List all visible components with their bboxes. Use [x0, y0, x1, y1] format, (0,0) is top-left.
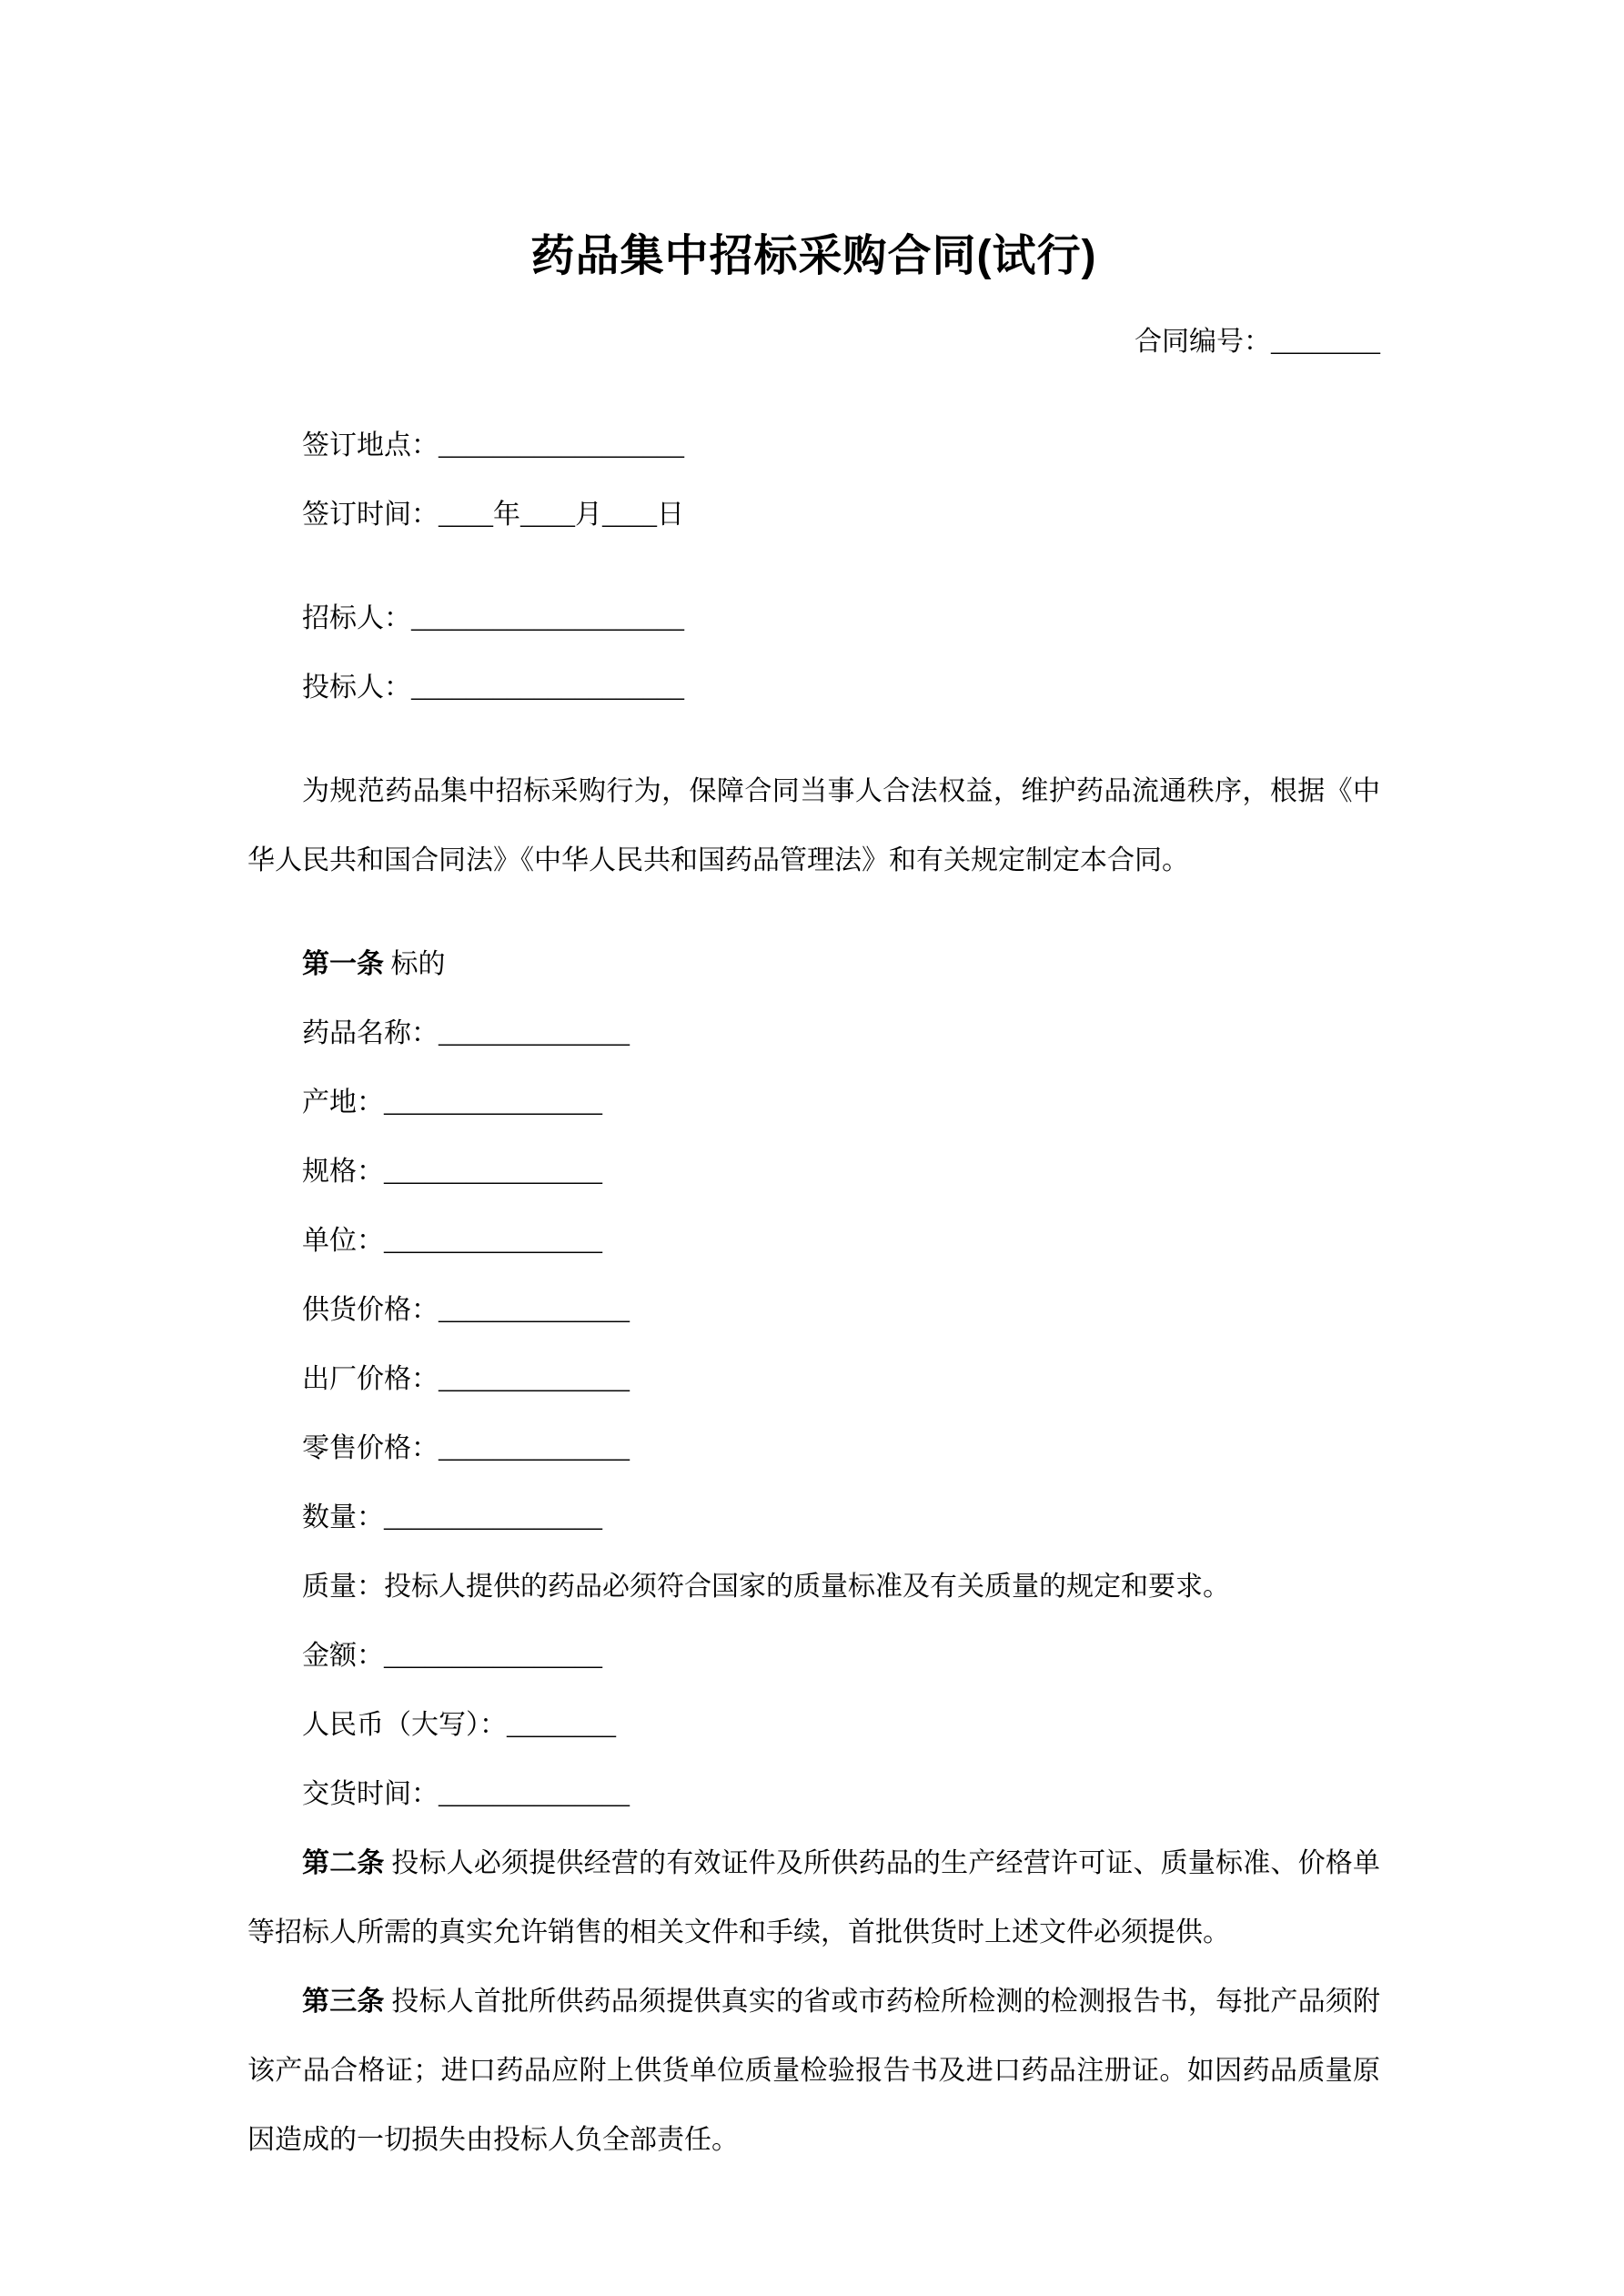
field-drug-name	[247, 999, 1380, 1068]
field-supply-price-text: 供货价格：______________	[302, 1295, 630, 1325]
sign-place-line-text: 签订地点：__________________	[302, 430, 684, 460]
article-2-paragraph-text: 投标人必须提供经营的有效证件及所供药品的生产经营许可证、质量标准、价格单等招标人所需的真实允许销售的相关文件和手续，首批供货时上述文件必须提供。	[247, 1848, 1381, 1947]
article-2-paragraph-label: 第二条	[302, 1848, 385, 1878]
sign-place-line	[247, 411, 1380, 480]
field-quality	[247, 1553, 1380, 1622]
bidder-line	[247, 653, 1380, 723]
field-delivery-time-text: 交货时间：______________	[302, 1779, 630, 1809]
field-drug-name-text: 药品名称：______________	[302, 1018, 630, 1048]
tenderee-line	[247, 584, 1380, 653]
bidder-line-text: 投标人：____________________	[302, 673, 684, 703]
field-spec-text: 规格：________________	[302, 1157, 602, 1187]
field-spec	[247, 1138, 1380, 1207]
field-factory-price	[247, 1345, 1380, 1414]
contract-number-line: 合同编号：________	[1135, 327, 1380, 357]
field-quality-text: 质量：投标人提供的药品必须符合国家的质量标准及有关质量的规定和要求。	[302, 1572, 1230, 1602]
field-factory-price-text: 出厂价格：______________	[302, 1364, 630, 1394]
field-quantity-text: 数量：________________	[302, 1502, 602, 1532]
field-amount	[247, 1622, 1380, 1691]
preamble-paragraph-text: 为规范药品集中招标采购行为，保障合同当事人合法权益，维护药品流通秩序，根据《中华人民共和国合同法》《中华人民共和国药品管理法》和有关规定制定本合同。	[247, 776, 1380, 875]
field-unit-text: 单位：________________	[302, 1226, 602, 1256]
sign-time-line	[247, 480, 1380, 550]
preamble-paragraph	[247, 757, 1380, 895]
document-body	[247, 411, 1380, 2175]
article-3-paragraph-label: 第三条	[302, 1987, 385, 2017]
document-title: 药品集中招标采购合同(试行)	[530, 232, 1097, 280]
article-1-heading	[247, 930, 1380, 999]
field-origin	[247, 1068, 1380, 1138]
sign-time-line-text: 签订时间：____年____月____日	[302, 500, 684, 530]
field-quantity	[247, 1483, 1380, 1553]
field-amount-text: 金额：________________	[302, 1641, 602, 1671]
article-3-paragraph-text: 投标人首批所供药品须提供真实的省或市药检所检测的检测报告书，每批产品须附该产品合格证；进口药品应附上供货单位质量检验报告书及进口药品注册证。如因药品质量原因造成的一切损失由投标人负全部责任。	[247, 1987, 1381, 2155]
field-origin-text: 产地：________________	[302, 1087, 602, 1118]
article-3-paragraph	[247, 1967, 1380, 2175]
tenderee-line-text: 招标人：____________________	[302, 603, 684, 633]
field-retail-price-text: 零售价格：______________	[302, 1433, 630, 1463]
field-rmb-in-words	[247, 1691, 1380, 1760]
article-1-heading-text: 标的	[384, 949, 446, 979]
field-delivery-time	[247, 1760, 1380, 1829]
field-supply-price	[247, 1276, 1380, 1345]
field-unit	[247, 1207, 1380, 1276]
article-1-heading-label: 第一条	[302, 949, 384, 979]
field-retail-price	[247, 1414, 1380, 1483]
article-2-paragraph	[247, 1829, 1380, 1967]
field-rmb-in-words-text: 人民币（大写）：________	[302, 1710, 616, 1740]
